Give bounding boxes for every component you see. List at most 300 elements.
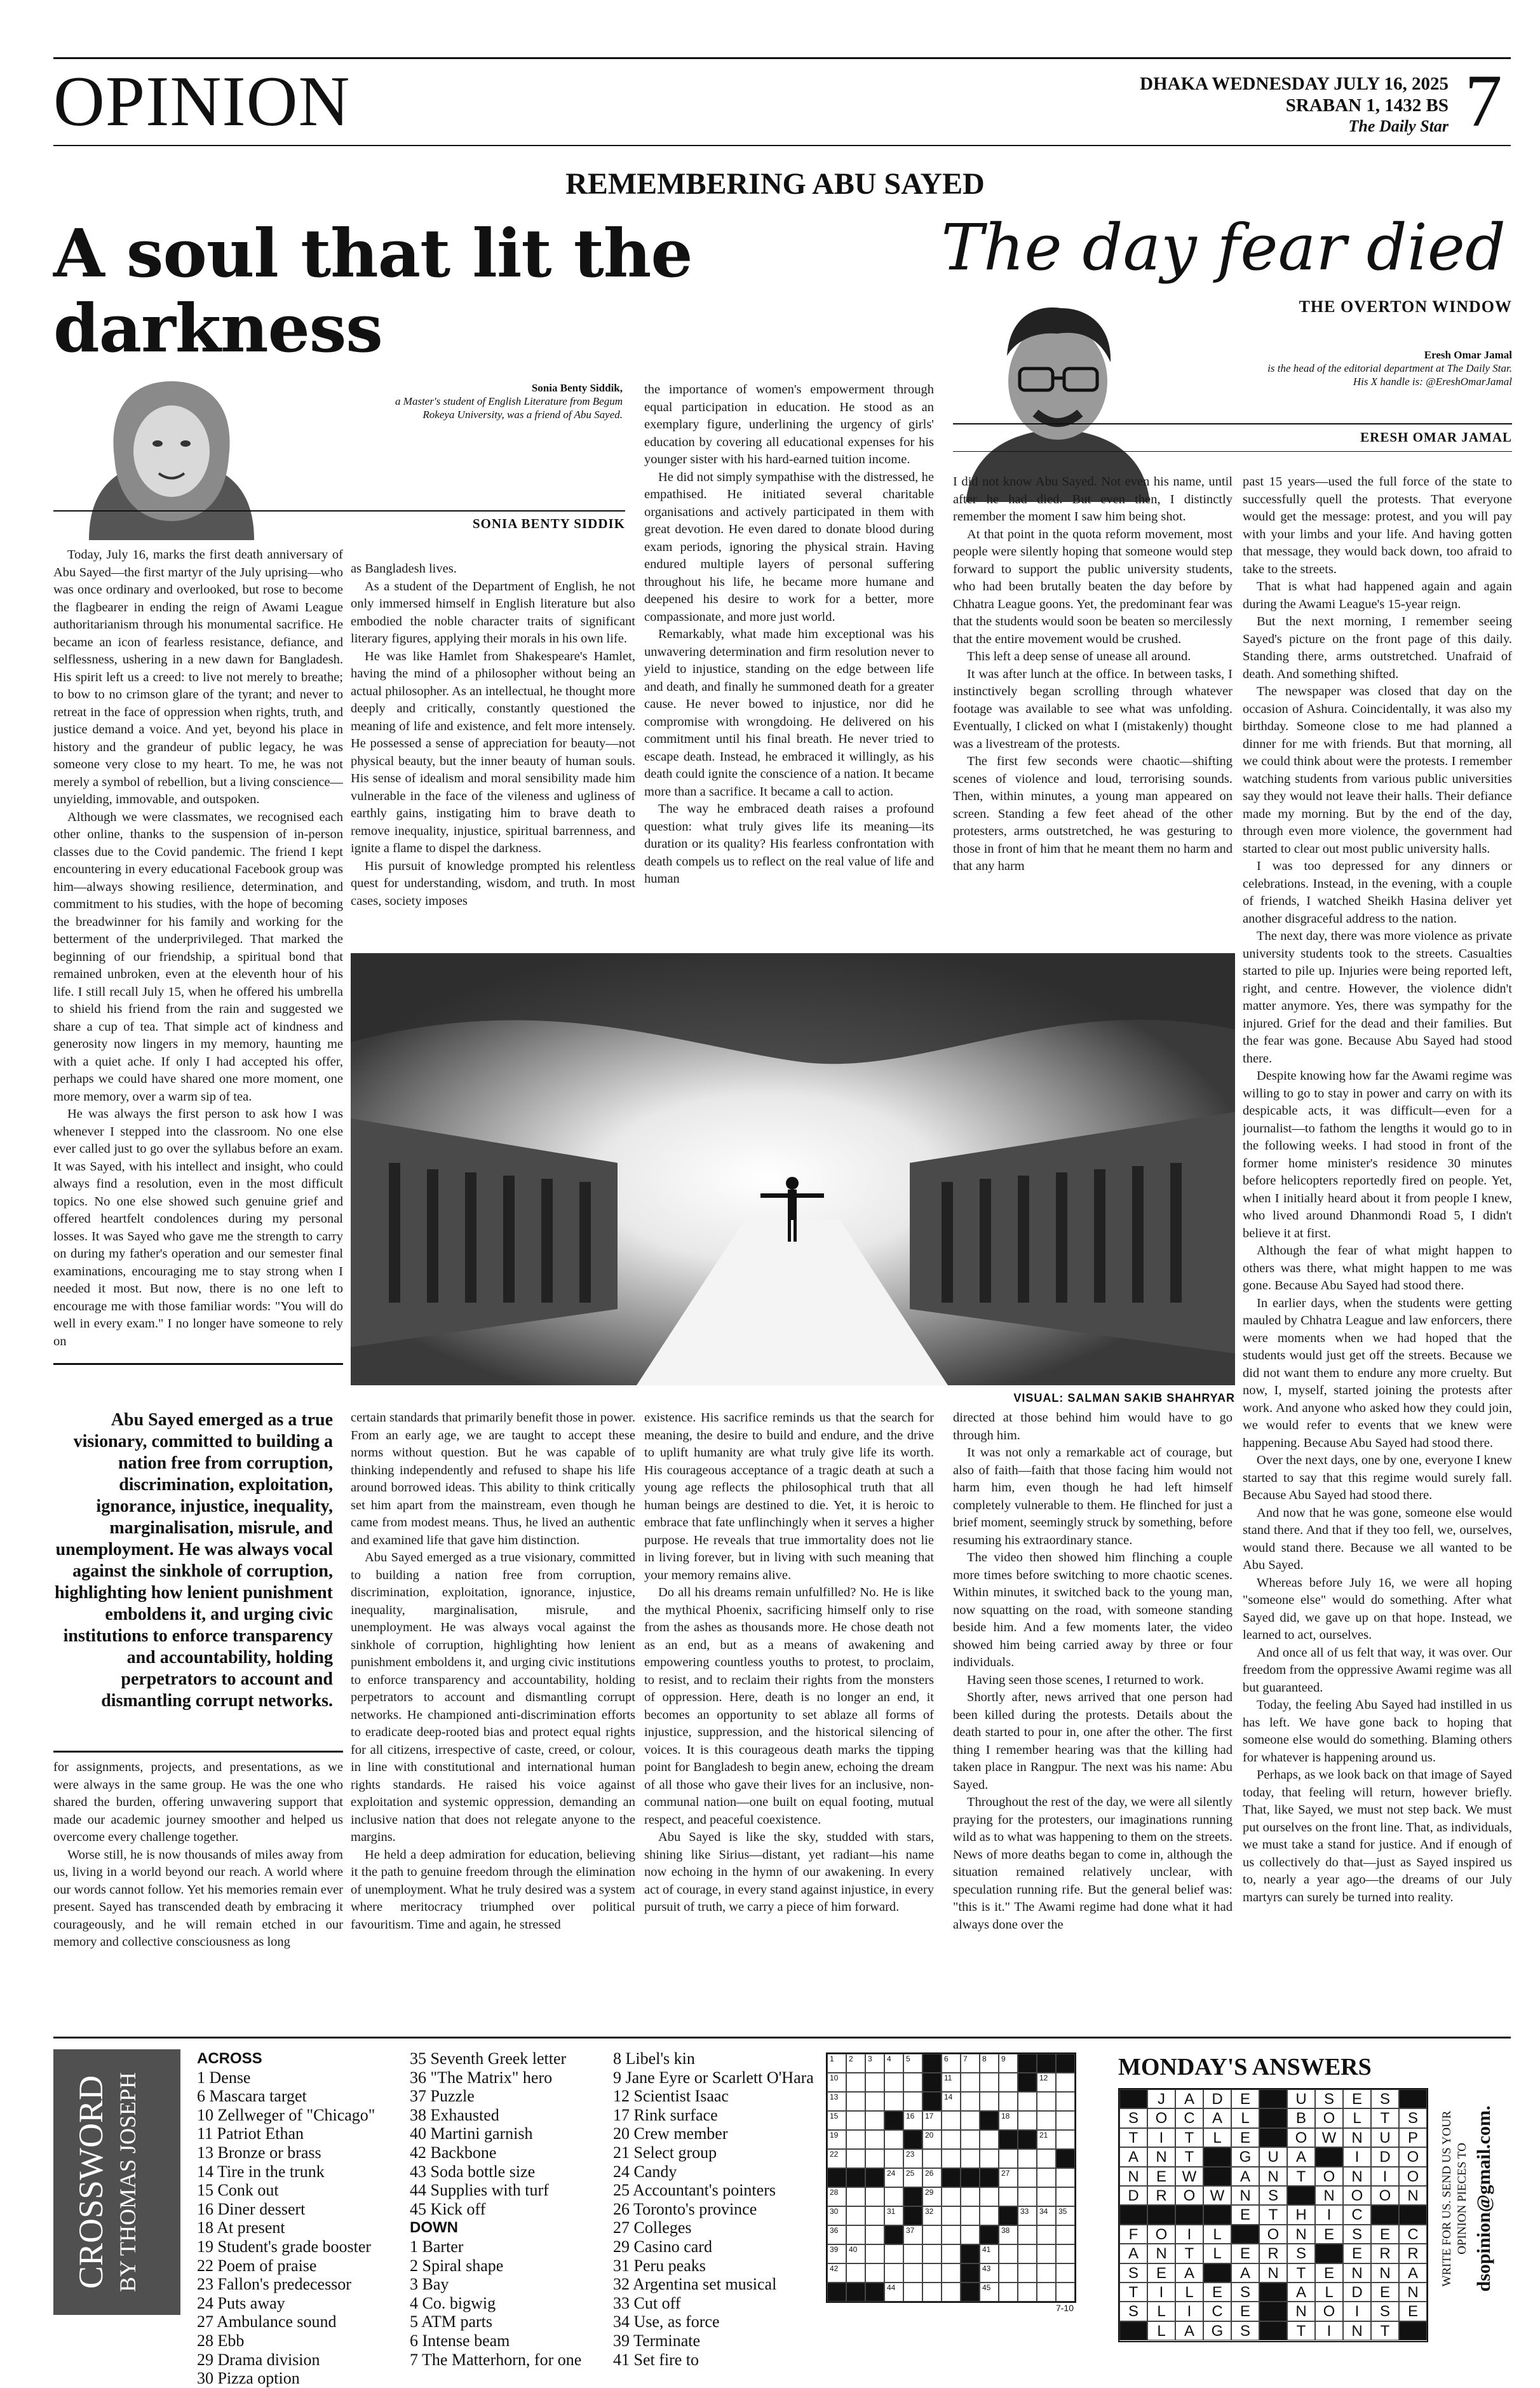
answer-cell: L <box>1343 2108 1371 2127</box>
grid-cell[interactable] <box>980 2206 999 2225</box>
eresh-bio-line2: His X handle is: @EreshOmarJamal <box>1353 376 1512 388</box>
grid-number: 18 <box>1001 2112 1010 2120</box>
answer-cell: U <box>1259 2147 1287 2166</box>
grid-cell[interactable] <box>942 2111 961 2130</box>
grid-cell[interactable] <box>942 2130 961 2149</box>
grid-cell[interactable] <box>980 2149 999 2168</box>
clue: 28 Ebb <box>197 2331 245 2350</box>
eresh-byline-rule-2 <box>953 451 1512 452</box>
grid-cell[interactable] <box>846 2130 865 2149</box>
answer-block <box>1287 2186 1315 2205</box>
grid-cell[interactable] <box>942 2283 961 2302</box>
answer-block <box>1203 2147 1231 2166</box>
grid-cell[interactable] <box>1018 2244 1037 2263</box>
clue: 32 Argentina set musical <box>613 2275 777 2294</box>
right-col5-full <box>1243 473 1512 2195</box>
grid-cell[interactable] <box>942 2225 961 2244</box>
clue: 1 Dense <box>197 2068 251 2087</box>
paragraph: as Bangladesh lives. <box>351 562 457 576</box>
clue: 39 Terminate <box>613 2331 701 2350</box>
grid-cell[interactable] <box>903 2168 922 2187</box>
answer-cell: E <box>1231 2244 1259 2263</box>
grid-block <box>903 2187 922 2206</box>
answer-cell: E <box>1315 2263 1343 2283</box>
grid-cell[interactable] <box>999 2263 1018 2283</box>
grid-number: 16 <box>906 2112 915 2120</box>
paragraph: Remarkably, what made him exceptional was his unwavering determination and firm resolution never to yield to injustice, standing on the edge between life and death, and finally he summoned death for a greater cause. He never bowed to injustice, nor did he compromise with wrongdoing. He delivered on his commitment until his final breath. He never tried to escape death. Instead, he embraced it willingly, as his death could ignite the conscience of a nation. It became more than a sacrifice. It became a call to action. <box>644 627 934 799</box>
grid-cell[interactable] <box>999 2111 1018 2130</box>
paragraph: His pursuit of knowledge prompted his relentless quest for understanding, wisdom, and truth. In most cases, society imposes <box>351 858 635 908</box>
grid-cell[interactable] <box>1037 2149 1056 2168</box>
grid-block <box>999 2206 1018 2225</box>
grid-cell[interactable] <box>827 2092 846 2111</box>
grid-cell[interactable] <box>1018 2283 1037 2302</box>
answer-cell: N <box>1399 2186 1427 2205</box>
answer-cell: I <box>1343 2302 1371 2321</box>
clue: 44 Supplies with turf <box>410 2181 549 2200</box>
grid-cell[interactable] <box>922 2149 942 2168</box>
paragraph: the importance of women's empowerment through equal participation in education. He stood as an exemplary figure, underlining the urgency of girls' education by covering all educational expenses for his younger sister with his hard-earned tuition income. <box>644 383 934 466</box>
grid-cell[interactable] <box>980 2054 999 2073</box>
grid-cell[interactable] <box>865 2111 884 2130</box>
grid-cell[interactable] <box>1037 2206 1056 2225</box>
answer-cell: T <box>1287 2321 1315 2340</box>
grid-cell[interactable] <box>1037 2283 1056 2302</box>
grid-cell[interactable] <box>827 2054 846 2073</box>
answer-cell: L <box>1147 2302 1175 2321</box>
grid-block <box>942 2168 961 2187</box>
paragraph: This left a deep sense of unease all around. <box>967 649 1191 663</box>
left-headline-line2: darkness <box>53 289 382 367</box>
crossword-grid <box>826 2052 1076 2303</box>
grid-cell[interactable] <box>827 2073 846 2092</box>
grid-cell[interactable] <box>980 2187 999 2206</box>
grid-cell[interactable] <box>1018 2149 1037 2168</box>
grid-cell[interactable] <box>846 2149 865 2168</box>
grid-cell[interactable] <box>1037 2263 1056 2283</box>
grid-cell[interactable] <box>846 2054 865 2073</box>
grid-cell[interactable] <box>903 2054 922 2073</box>
grid-cell[interactable] <box>884 2244 903 2263</box>
grid-number: 6 <box>944 2054 949 2063</box>
paragraph: certain standards that primarily benefit those in power. From an early age, we are taught to accept these norms without question. But he was capable of thinking independently and refused to shape his life around borrowed ideas. This ability to think critically set him apart from the mainstream, even though he came from modest means. Thus, he lived an authentic and examined life that gave him distinction. <box>351 1411 635 1547</box>
grid-cell[interactable] <box>827 2130 846 2149</box>
grid-cell[interactable] <box>903 2111 922 2130</box>
clue: 3 Bay <box>410 2275 449 2294</box>
answer-cell: I <box>1147 2128 1175 2147</box>
answer-cell: O <box>1399 2147 1427 2166</box>
grid-cell[interactable] <box>1056 2244 1075 2263</box>
grid-number: 39 <box>830 2245 839 2254</box>
answer-block <box>1259 2283 1287 2302</box>
grid-cell[interactable] <box>903 2149 922 2168</box>
grid-cell[interactable] <box>942 2187 961 2206</box>
paragraph: Throughout the rest of the day, we were all silently praying for the protesters, our imaginations running wild as to what was happening to them on the streets. News of more deaths began to come in, although the situation remained relatively unclear, with speculation running rife. But the general belief was: "this is it." The Awami regime had done what it had always done over the <box>953 1795 1233 1932</box>
grid-cell[interactable] <box>1018 2225 1037 2244</box>
grid-cell[interactable] <box>865 2263 884 2283</box>
clue: 36 "The Matrix" hero <box>410 2068 553 2087</box>
clue: 18 At present <box>197 2218 285 2237</box>
grid-cell[interactable] <box>961 2206 980 2225</box>
grid-cell[interactable] <box>903 2092 922 2111</box>
pull-quote-rule-bottom <box>53 1751 343 1753</box>
sonia-bio-line1: a Master's student of English Literature from Begum <box>395 395 623 407</box>
answer-cell: I <box>1371 2167 1399 2186</box>
grid-cell[interactable] <box>922 2111 942 2130</box>
grid-cell[interactable] <box>865 2054 884 2073</box>
answer-cell: E <box>1231 2089 1259 2108</box>
grid-block <box>980 2225 999 2244</box>
grid-cell[interactable] <box>980 2263 999 2283</box>
grid-cell[interactable] <box>865 2092 884 2111</box>
clue: 37 Puzzle <box>410 2087 475 2106</box>
answer-cell: O <box>1259 2225 1287 2244</box>
answer-cell: N <box>1343 2263 1371 2283</box>
grid-cell[interactable] <box>1056 2206 1075 2225</box>
grid-block <box>1056 2054 1075 2073</box>
answer-cell: C <box>1203 2302 1231 2321</box>
answer-cell: S <box>1231 2283 1259 2302</box>
grid-cell[interactable] <box>846 2244 865 2263</box>
answer-cell: E <box>1231 2302 1259 2321</box>
grid-cell[interactable] <box>1037 2111 1056 2130</box>
grid-cell[interactable] <box>980 2244 999 2263</box>
answer-cell: W <box>1175 2167 1203 2186</box>
grid-cell[interactable] <box>884 2130 903 2149</box>
grid-cell[interactable] <box>884 2283 903 2302</box>
grid-cell[interactable] <box>1056 2187 1075 2206</box>
grid-cell[interactable] <box>1037 2073 1056 2092</box>
answer-cell: N <box>1259 2263 1287 2283</box>
paragraph: Perhaps, as we look back on that image of Sayed today, that feeling will return, however briefly. That, like Sayed, we must not step back. We must put ourselves on the front line. That, as individuals, we must take a stand for justice. And if enough of us collectively do that—just as Sayed inspired us to, nearly a year ago—the dreams of our July martyrs can surely be turned into reality. <box>1243 1768 1512 1904</box>
grid-cell[interactable] <box>827 2206 846 2225</box>
crossword-title: CROSSWORD <box>72 2075 110 2290</box>
grid-cell[interactable] <box>1056 2168 1075 2187</box>
answer-cell: S <box>1371 2089 1399 2108</box>
answer-cell: R <box>1147 2186 1175 2205</box>
byline-sonia: SONIA BENTY SIDDIK <box>472 516 625 531</box>
grid-date: 7-10 <box>1055 2303 1074 2313</box>
paragraph: He was always the first person to ask how I was whenever I stepped into the classroom. No one else ever called just to go over the syllabus before an exam. It was Sayed, with his intellect and insight, who could always find a resolution, even in the most difficult topics. No one else showed such genuine grief and offered heartfelt condolences during my personal losses. It was Sayed who gave me the strength to carry on during my father's operation and our semester final examinations, encouraging me to stay strong when I needed it most. But now, there is no one left to encourage me with those familiar words: "You will do well in every exam." I no longer have someone to rely on <box>53 1107 343 1348</box>
grid-cell[interactable] <box>942 2263 961 2283</box>
answer-block <box>1259 2302 1287 2321</box>
paragraph: Worse still, he is now thousands of miles away from us, living in a world beyond our reach. A world where our words cannot follow. Yet his memories remain ever present. Sayed has transcended death by embracing it courageously, and he will remain etched in our memory and collective consciousness as long <box>53 1847 343 1949</box>
grid-cell[interactable] <box>999 2187 1018 2206</box>
grid-cell[interactable] <box>922 2244 942 2263</box>
grid-cell[interactable] <box>884 2187 903 2206</box>
grid-block <box>980 2111 999 2130</box>
answer-block <box>1315 2147 1343 2166</box>
answer-cell: E <box>1343 2089 1371 2108</box>
answer-cell: O <box>1315 2302 1343 2321</box>
grid-cell[interactable] <box>1056 2073 1075 2092</box>
grid-block <box>1018 2073 1037 2092</box>
answer-cell: T <box>1259 2205 1287 2224</box>
grid-number: 5 <box>906 2054 910 2063</box>
grid-cell[interactable] <box>1037 2168 1056 2187</box>
grid-number: 30 <box>830 2207 839 2216</box>
grid-cell[interactable] <box>865 2244 884 2263</box>
grid-cell[interactable] <box>922 2263 942 2283</box>
grid-cell[interactable] <box>1037 2187 1056 2206</box>
grid-cell[interactable] <box>922 2206 942 2225</box>
answer-cell: N <box>1287 2302 1315 2321</box>
grid-cell[interactable] <box>865 2225 884 2244</box>
grid-block <box>884 2225 903 2244</box>
grid-cell[interactable] <box>961 2073 980 2092</box>
answer-cell: O <box>1315 2167 1343 2186</box>
paragraph: existence. His sacrifice reminds us that the search for meaning, the desire to build and endure, and the drive to uplift humanity are what truly give life its worth. His courageous acceptance of a tragic death at such a young age reflects the philosophical truth that all human beings are destined to die. Yet, it is heroic to embrace that fate unflinchingly when it serves a higher purpose. He reveals that true immortality does not lie in living forever, but in living with such meaning that your memory remains alive. <box>644 1411 934 1582</box>
grid-cell[interactable] <box>1056 2225 1075 2244</box>
answer-cell: S <box>1119 2108 1147 2127</box>
write-email[interactable]: dsopinion@gmail.com. <box>1473 2105 1494 2292</box>
grid-cell[interactable] <box>961 2111 980 2130</box>
grid-cell[interactable] <box>942 2149 961 2168</box>
eresh-bio <box>1182 348 1512 388</box>
left-headline <box>53 216 892 366</box>
answer-cell: G <box>1231 2147 1259 2166</box>
grid-cell[interactable] <box>884 2073 903 2092</box>
grid-cell[interactable] <box>827 2225 846 2244</box>
clue: 27 Ambulance sound <box>197 2312 337 2331</box>
grid-cell[interactable] <box>1018 2092 1037 2111</box>
grid-cell[interactable] <box>980 2283 999 2302</box>
grid-block <box>865 2283 884 2302</box>
illustration-credit: VISUAL: SALMAN SAKIB SHAHRYAR <box>1013 1392 1235 1404</box>
grid-cell[interactable] <box>827 2244 846 2263</box>
grid-cell[interactable] <box>903 2225 922 2244</box>
grid-cell[interactable] <box>846 2206 865 2225</box>
grid-number: 37 <box>906 2226 915 2235</box>
grid-cell[interactable] <box>846 2073 865 2092</box>
answer-cell: R <box>1371 2244 1399 2263</box>
grid-cell[interactable] <box>884 2092 903 2111</box>
grid-cell[interactable] <box>884 2054 903 2073</box>
grid-cell[interactable] <box>1056 2111 1075 2130</box>
grid-cell[interactable] <box>903 2244 922 2263</box>
grid-cell[interactable] <box>980 2130 999 2149</box>
grid-number: 27 <box>1001 2169 1010 2178</box>
right-col4-top <box>953 473 1233 950</box>
clue: 16 Diner dessert <box>197 2199 306 2218</box>
clue: 38 Exhausted <box>410 2105 499 2124</box>
grid-cell[interactable] <box>865 2149 884 2168</box>
paragraph: Abu Sayed is like the sky, studded with stars, shining like Sirius—distant, yet radiant—his name now echoing in the hymn of our awakening. In every act of courage, in every stand against injustice, in every pursuit of truth, we carry a piece of him forward. <box>644 1830 934 1914</box>
grid-cell[interactable] <box>942 2244 961 2263</box>
grid-block <box>827 2283 846 2302</box>
grid-cell[interactable] <box>999 2283 1018 2302</box>
grid-cell[interactable] <box>942 2092 961 2111</box>
answer-cell: C <box>1399 2225 1427 2244</box>
sonia-bio-line2: Rokeya University, was a friend of Abu Sayed. <box>422 409 623 421</box>
clue: 15 Conk out <box>197 2181 279 2200</box>
paragraph: But the next morning, I remember seeing Sayed's picture on the front page of this daily. Standing there, arms outstretched. Unafraid of death. And something shifted. <box>1243 614 1512 681</box>
answer-cell: L <box>1315 2283 1343 2302</box>
grid-cell[interactable] <box>980 2073 999 2092</box>
answer-cell: S <box>1399 2108 1427 2127</box>
grid-cell[interactable] <box>942 2073 961 2092</box>
answer-block <box>1175 2205 1203 2224</box>
write-for-us-rot <box>1437 2049 1511 2348</box>
grid-cell[interactable] <box>999 2149 1018 2168</box>
grid-cell[interactable] <box>961 2092 980 2111</box>
grid-cell[interactable] <box>1018 2206 1037 2225</box>
answer-block <box>1203 2263 1231 2283</box>
grid-cell[interactable] <box>999 2092 1018 2111</box>
grid-cell[interactable] <box>903 2263 922 2283</box>
grid-cell[interactable] <box>961 2225 980 2244</box>
grid-cell[interactable] <box>961 2187 980 2206</box>
paragraph: The next day, there was more violence as private university students took to the streets. Casualties started to pile up. Injuries were being reported left, right, and centre. However, the violence didn't matter anymore. Yes, there was sympathy for the injured. Grief for the dead and their families. But the fear was gone. Because Abu Sayed had stood there. <box>1243 929 1512 1066</box>
grid-cell[interactable] <box>922 2168 942 2187</box>
pull-quote: Abu Sayed emerged as a true visionary, committed to building a nation free from corruption, discrimination, exploitation, ignorance, injustice, inequality, marginalisation, misrule, and unemployment. He was always vocal against the sinkhole of corruption, highlighting how lenient punishment emboldens it, and urging civic institutions to enforce transparency and accountability, holding perpetrators to account and dismantling corrupt networks. <box>54 1410 333 1711</box>
grid-cell[interactable] <box>961 2149 980 2168</box>
grid-cell[interactable] <box>827 2149 846 2168</box>
grid-number: 3 <box>868 2054 872 2063</box>
grid-block <box>865 2168 884 2187</box>
clue: 34 Use, as force <box>613 2312 720 2331</box>
grid-number: 4 <box>887 2054 891 2063</box>
grid-cell[interactable] <box>884 2206 903 2225</box>
answer-cell: G <box>1203 2321 1231 2340</box>
grid-cell[interactable] <box>865 2206 884 2225</box>
grid-cell[interactable] <box>999 2225 1018 2244</box>
grid-cell[interactable] <box>865 2073 884 2092</box>
left-headline-line1: A soul that lit the <box>53 214 692 292</box>
grid-cell[interactable] <box>1037 2130 1056 2149</box>
left-col2-bottom <box>351 1409 635 2029</box>
clue: 7 The Matterhorn, for one <box>410 2350 582 2369</box>
grid-number: 24 <box>887 2169 896 2178</box>
answer-cell: T <box>1175 2147 1203 2166</box>
grid-cell[interactable] <box>846 2187 865 2206</box>
answer-cell: C <box>1343 2205 1371 2224</box>
grid-cell[interactable] <box>961 2054 980 2073</box>
grid-cell[interactable] <box>1018 2263 1037 2283</box>
right-headline: The day fear died <box>941 210 1506 285</box>
grid-cell[interactable] <box>1018 2168 1037 2187</box>
answer-cell: L <box>1231 2108 1259 2127</box>
grid-cell[interactable] <box>922 2225 942 2244</box>
grid-cell[interactable] <box>1056 2130 1075 2149</box>
paragraph: I was too depressed for any dinners or celebrations. Instead, in the evening, with a couple of friends, I watched Sheikh Hasina deliver yet another disgraceful address to the nation. <box>1243 859 1512 926</box>
grid-cell[interactable] <box>884 2263 903 2283</box>
grid-cell[interactable] <box>922 2187 942 2206</box>
grid-cell[interactable] <box>903 2283 922 2302</box>
answer-cell: E <box>1399 2302 1427 2321</box>
answer-block <box>1231 2225 1259 2244</box>
grid-number: 26 <box>925 2169 934 2178</box>
grid-cell[interactable] <box>922 2130 942 2149</box>
grid-cell[interactable] <box>1037 2244 1056 2263</box>
answer-cell: L <box>1203 2244 1231 2263</box>
left-col1-top <box>53 546 343 1357</box>
grid-cell[interactable] <box>942 2054 961 2073</box>
grid-cell[interactable] <box>922 2283 942 2302</box>
answer-cell: E <box>1231 2205 1259 2224</box>
clue: 19 Student's grade booster <box>197 2237 372 2256</box>
grid-cell[interactable] <box>1037 2092 1056 2111</box>
grid-cell[interactable] <box>865 2187 884 2206</box>
answer-cell: N <box>1119 2167 1147 2186</box>
grid-cell[interactable] <box>1056 2283 1075 2302</box>
grid-cell[interactable] <box>884 2168 903 2187</box>
grid-cell[interactable] <box>1056 2263 1075 2283</box>
bangla-date: SRABAN 1, 1432 BS <box>1285 95 1449 116</box>
grid-cell[interactable] <box>865 2130 884 2149</box>
column-name: THE OVERTON WINDOW <box>1299 297 1512 316</box>
grid-cell[interactable] <box>903 2073 922 2092</box>
left-col3-bottom <box>644 1409 934 2029</box>
answer-cell: I <box>1147 2283 1175 2302</box>
answer-cell: O <box>1371 2186 1399 2205</box>
paragraph: Do all his dreams remain unfulfilled? No. He is like the mythical Phoenix, sacrificing himself only to rise from the ashes as thousands more. He chose death not as an end, but as a means of awakening and empowering countless youths to protest, to proclaim, to resist, and to reclaim their rights from the monsters of oppression. Here, death is no longer an end, it becomes an opportunity to set ablaze all forms of injustice, suppression, and the historical silencing of voices. It is this courageous death marks the tipping point for Bangladesh to begin anew, echoing the dream of all those who gave their lives for an inclusive, non-communal nation—one built on equal footing, mutual respect, and peaceful coexistence. <box>644 1585 934 1827</box>
paragraph: The first few seconds were chaotic—shifting scenes of violence and loud, terrorising sounds. Then, within minutes, a young man appeared on screen. Standing a few feet ahead of the other protesters, arms outstretched, he was gesturing to those in front of him that he meant them no harm and that any harm <box>953 754 1233 873</box>
paragraph: Abu Sayed emerged as a true visionary, committed to building a nation free from corruption, discrimination, exploitation, ignorance, injustice, inequality, marginalisation, misrule, and unemployment. He was always vocal against the sinkhole of corruption, highlighting how lenient punishment emboldens it, and urging civic institutions to enforce transparency and accountability, holding perpetrators to account and dismantling corrupt networks. He championed anti-discrimination efforts to eradicate deep-rooted bias and protect equal rights for all citizens, irrespective of caste, creed, or colour, in line with constitutional and international human rights standards. He raised his voice against exploitation and systemic oppression, demanding an inclusive nation that does not relegate anyone to the margins. <box>351 1550 635 1844</box>
grid-number: 7 <box>963 2054 968 2063</box>
grid-block <box>1056 2149 1075 2168</box>
grid-cell[interactable] <box>999 2244 1018 2263</box>
paragraph: As a student of the Department of English, he not only immersed himself in English literature but also embodied the noble character traits of significant literary figures, applying their morals in his own life. <box>351 579 635 646</box>
grid-cell[interactable] <box>827 2263 846 2283</box>
author-photo-sonia <box>64 369 280 540</box>
answer-cell: T <box>1371 2108 1399 2127</box>
paragraph: Whereas before July 16, we were all hoping "someone else" would do something. After what Sayed did, we gave up on that hope. Instead, we learned to act, ourselves. <box>1243 1575 1512 1642</box>
grid-cell[interactable] <box>1018 2111 1037 2130</box>
answer-cell: E <box>1147 2167 1175 2186</box>
grid-number: 11 <box>944 2073 952 2082</box>
answer-cell: O <box>1287 2128 1315 2147</box>
grid-cell[interactable] <box>1037 2225 1056 2244</box>
grid-cell[interactable] <box>961 2130 980 2149</box>
grid-cell[interactable] <box>827 2187 846 2206</box>
grid-cell[interactable] <box>999 2168 1018 2187</box>
grid-cell[interactable] <box>999 2054 1018 2073</box>
grid-cell[interactable] <box>1018 2187 1037 2206</box>
answer-cell: P <box>1399 2128 1427 2147</box>
answer-cell: A <box>1175 2089 1203 2108</box>
answer-block <box>1203 2205 1231 2224</box>
answer-cell: E <box>1315 2225 1343 2244</box>
answers-title: MONDAY'S ANSWERS <box>1118 2054 1372 2080</box>
answer-block <box>1203 2167 1231 2186</box>
page-number: 7 <box>1464 59 1503 142</box>
grid-cell[interactable] <box>846 2263 865 2283</box>
grid-number: 44 <box>887 2283 896 2292</box>
answer-cell: L <box>1203 2128 1231 2147</box>
grid-cell[interactable] <box>942 2206 961 2225</box>
clue: 31 Peru peaks <box>613 2256 706 2275</box>
grid-cell[interactable] <box>1056 2092 1075 2111</box>
clue: 11 Patriot Ethan <box>197 2124 304 2143</box>
grid-cell[interactable] <box>999 2073 1018 2092</box>
grid-number: 28 <box>830 2188 839 2197</box>
grid-cell[interactable] <box>846 2092 865 2111</box>
answer-cell: S <box>1315 2089 1343 2108</box>
grid-cell[interactable] <box>884 2149 903 2168</box>
paragraph: directed at those behind him would have to go through him. <box>953 1411 1233 1442</box>
grid-block <box>961 2244 980 2263</box>
answer-cell: S <box>1287 2244 1315 2263</box>
clue: 5 ATM parts <box>410 2312 492 2331</box>
grid-cell[interactable] <box>827 2111 846 2130</box>
grid-cell[interactable] <box>846 2111 865 2130</box>
answer-cell: O <box>1399 2167 1427 2186</box>
grid-number: 35 <box>1058 2207 1067 2216</box>
grid-cell[interactable] <box>846 2225 865 2244</box>
answer-cell: N <box>1287 2225 1315 2244</box>
grid-cell[interactable] <box>980 2092 999 2111</box>
